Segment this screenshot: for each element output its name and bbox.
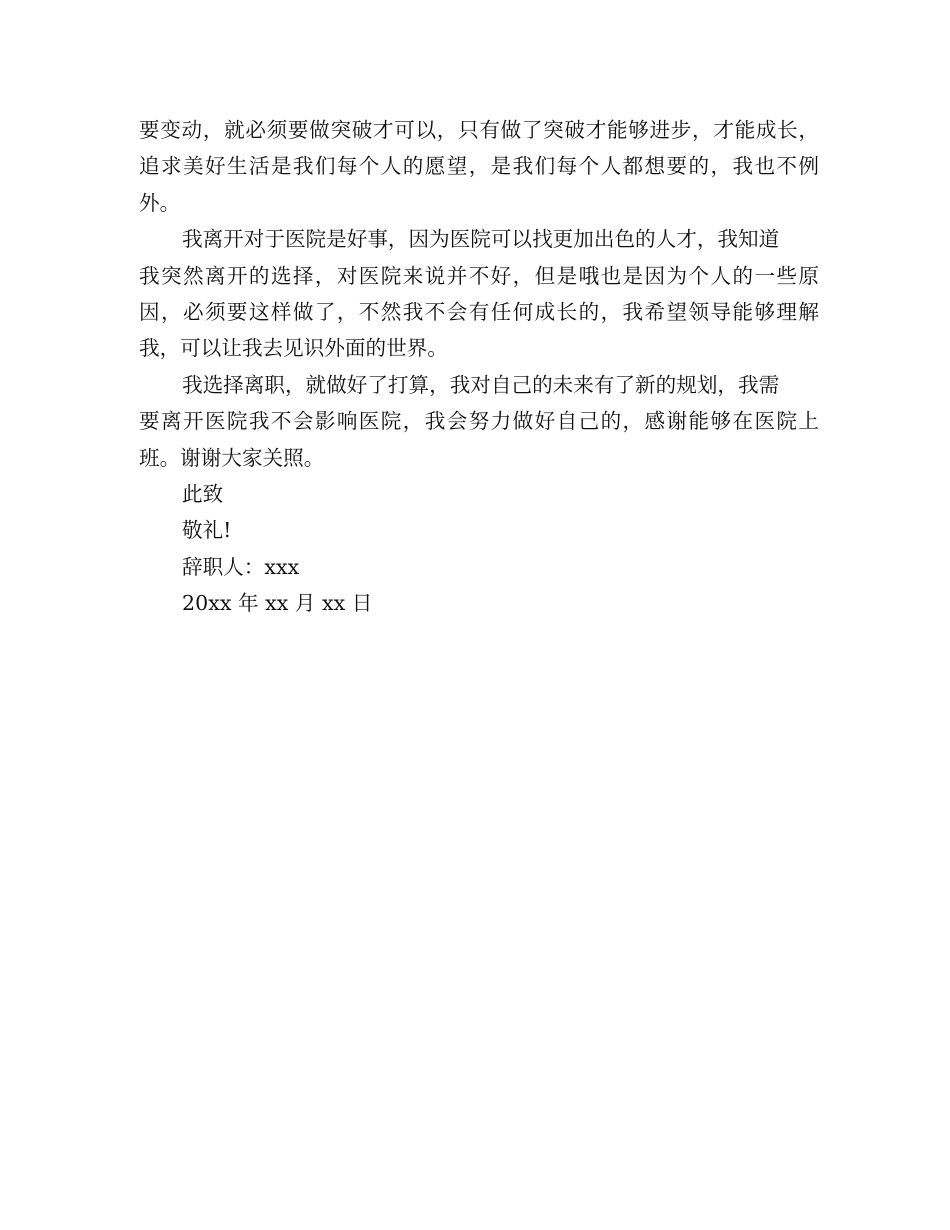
text-line: 我离开对于医院是好事，因为医院可以找更加出色的人才，我知道 bbox=[182, 227, 780, 252]
signer-name: 辞职人：xxx bbox=[182, 554, 300, 579]
text-line: 我选择离职，就做好了打算，我对自己的未来有了新的规划，我需 bbox=[182, 372, 780, 397]
letter-body bbox=[139, 112, 819, 621]
letter-date: 20xx 年 xx 月 xx 日 bbox=[182, 591, 373, 616]
text-line: 因，必须要这样做了，不然我不会有任何成长的，我希望领导能够理解 bbox=[139, 299, 819, 324]
text-line: 我突然离开的选择，对医院来说并不好，但是哦也是因为个人的一些原 bbox=[139, 263, 819, 288]
text-line: 要离开医院我不会影响医院，我会努力做好自己的，感谢能够在医院上 bbox=[139, 409, 819, 434]
text-line: 外。 bbox=[139, 190, 181, 215]
text-line: 班。谢谢大家关照。 bbox=[139, 445, 325, 470]
closing-salute: 敬礼! bbox=[182, 518, 232, 543]
text-line: 追求美好生活是我们每个人的愿望，是我们每个人都想要的，我也不例 bbox=[139, 154, 819, 179]
text-line: 我，可以让我去见识外面的世界。 bbox=[139, 336, 448, 361]
paragraph-1 bbox=[139, 112, 819, 221]
text-line: 要变动，就必须要做突破才可以，只有做了突破才能够进步，才能成长， bbox=[139, 118, 819, 142]
paragraph-2 bbox=[139, 221, 819, 367]
closing-greeting: 此致 bbox=[182, 481, 224, 506]
letter-closing bbox=[139, 476, 819, 622]
paragraph-3 bbox=[139, 367, 819, 476]
